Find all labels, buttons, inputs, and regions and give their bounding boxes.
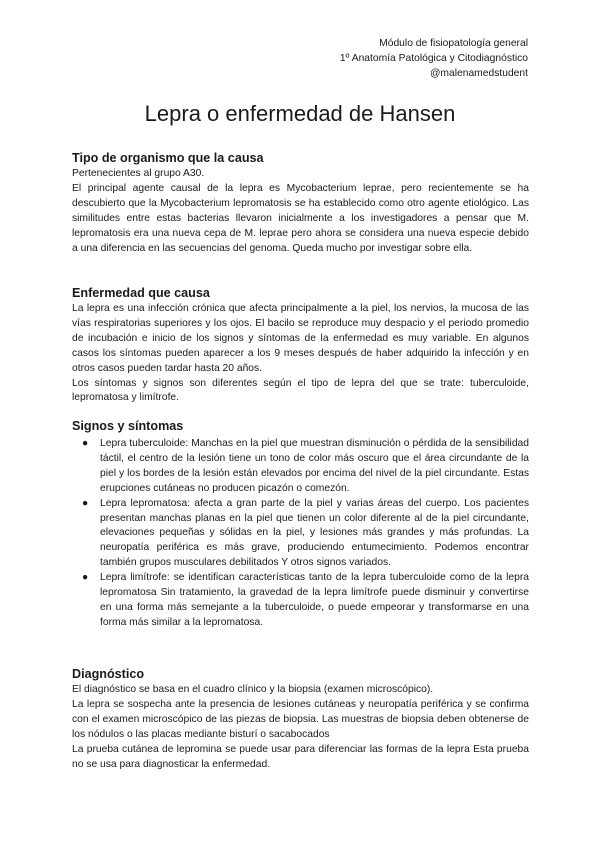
section-heading: Signos y síntomas xyxy=(72,419,184,433)
paragraph: La lepra se sospecha ante la presencia de lesiones cutáneas y neuropatía periférica y se confirma con el examen microscópico de las piezas de biopsia. Las muestras de biopsia deben obtenerse de los nódulos o las placas mediante bisturí o sacabocados xyxy=(72,698,529,740)
document-title: Lepra o enfermedad de Hansen xyxy=(144,101,456,126)
section-heading: Enfermedad que causa xyxy=(72,286,210,300)
header-course-line: 1º Anatomía Patológica y Citodiagnóstico xyxy=(339,53,528,64)
paragraph: La prueba cutánea de lepromina se puede usar para diferenciar las formas de la lepra Esta prueba no se usa para diagnosticar la enfermedad. xyxy=(72,743,529,770)
paragraph: El diagnóstico se basa en el cuadro clínico y la biopsia (examen microscópico). xyxy=(72,684,434,695)
section-organism xyxy=(72,150,529,256)
list-item xyxy=(72,437,529,497)
symptoms-list xyxy=(72,437,529,631)
header-author-handle: @malenamedstudent xyxy=(429,68,528,79)
section-disease xyxy=(72,285,529,406)
list-item-text: Lepra limítrofe: se identifican características tanto de la lepra tuberculoide como de la lepra lepromatosa Sin tratamiento, la gravedad de la lepra limítrofe puede disminuir y convertirse en una forma más semejante a la tuberculoide, o puede empeorar y transformarse en una forma más similar a la lepromatosa. xyxy=(100,572,529,628)
list-item-text: Lepra tuberculoide: Manchas en la piel que muestran disminución o pérdida de la sensibilidad táctil, el centro de la lesión tiene un tono de color más oscuro que el área circundante de la piel y los bordes de la lesión están elevados por encima del nivel de la piel circundante. Estas erupciones cutáneas no producen picazón o comezón. xyxy=(100,438,529,494)
paragraph: Pertenecientes al grupo A30. xyxy=(72,168,205,179)
section-diagnosis xyxy=(72,666,529,772)
section-symptoms xyxy=(72,418,529,631)
list-item xyxy=(72,497,529,572)
document-header-meta xyxy=(340,36,528,81)
list-item xyxy=(72,571,529,631)
bullet-icon: ● xyxy=(82,438,89,449)
paragraph: El principal agente causal de la lepra es Mycobacterium leprae, pero recientemente se ha descubierto que la Mycobacterium lepromatosis se ha establecido como otro agente etiológico. Las similitudes entre estas bacterias llevaron inicialmente a los investigadores a pensar que M. lepromatosis era una nueva cepa de M. leprae pero ahora se considera una nueva especie debido a una diferencia en las secuencias del genoma. Queda mucho por investigar sobre ella. xyxy=(72,182,529,254)
paragraph: Los síntomas y signos son diferentes según el tipo de lepra del que se trate: tuberculoide, lepromatosa y limítrofe. xyxy=(72,377,529,404)
section-heading: Diagnóstico xyxy=(72,667,145,681)
list-item-text: Lepra lepromatosa: afecta a gran parte de la piel y varias áreas del cuerpo. Los pacientes presentan manchas planas en la piel que tienen un color diferente al de la piel circundante, elevaciones pequeñas y sólidas en la piel, y lesiones más grandes y más profundas. La neuropatía periférica es más grave, produciendo entumecimiento. Podemos encontrar también grupos musculares debilitados Y otros signos variados. xyxy=(100,497,529,569)
paragraph: La lepra es una infección crónica que afecta principalmente a la piel, los nervios, la mucosa de las vías respiratorias superiores y los ojos. El bacilo se reproduce muy despacio y el periodo promedio de incubación e inicio de los signos y síntomas de la enfermedad es muy variable. En algunos casos los síntomas pueden aparecer a los 9 meses después de haber adquirido la infección y en otros casos pueden tardar hasta 20 años. xyxy=(72,303,529,374)
bullet-icon: ● xyxy=(82,497,89,509)
section-heading: Tipo de organismo que la causa xyxy=(72,151,264,165)
bullet-icon: ● xyxy=(82,572,89,584)
header-module-line: Módulo de fisiopatología general xyxy=(379,38,528,49)
